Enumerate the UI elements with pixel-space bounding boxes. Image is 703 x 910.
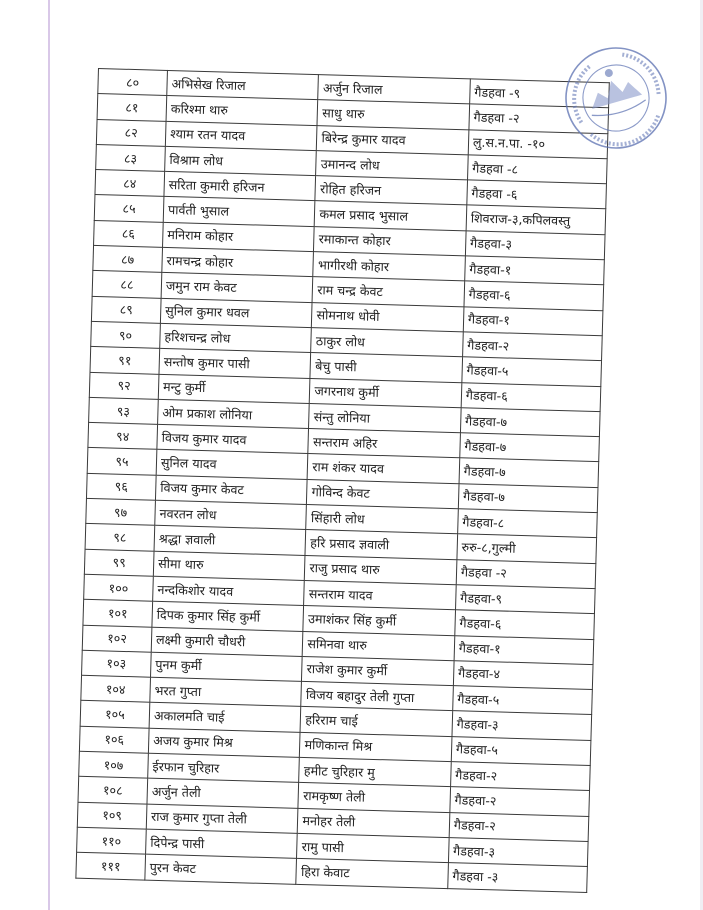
name-cell: ईरफान चुरिहार <box>148 753 300 783</box>
address-cell: शिवराज-३,कपिलवस्तु <box>466 205 606 234</box>
name-cell: भरत गुप्ता <box>150 677 302 707</box>
serial-number-cell: ९२ <box>89 372 159 399</box>
father-name-cell: रामु पासी <box>297 833 449 863</box>
serial-number-cell: ११० <box>77 827 147 854</box>
address-cell: गैडहवा -२ <box>456 559 596 588</box>
records-table <box>75 68 609 892</box>
father-name-cell: उमानन्द लोध <box>316 151 468 181</box>
serial-number-cell: ८० <box>98 69 168 96</box>
name-cell: लक्ष्मी कुमारी चौधरी <box>151 627 303 657</box>
name-cell: पुनम कुर्मी <box>151 652 303 682</box>
address-cell: गैडहवा-६ <box>461 382 601 411</box>
address-cell: गैडहवा-७ <box>458 483 598 512</box>
serial-number-cell: १०५ <box>80 701 150 728</box>
father-name-cell: बिरेन्द्र कुमार यादव <box>317 125 469 155</box>
address-cell: रुरु-८,गुल्मी <box>457 534 597 563</box>
serial-number-cell: ८९ <box>91 296 161 323</box>
name-cell: विजय कुमार यादव <box>157 424 309 454</box>
address-cell: गैडहवा-८ <box>458 509 598 538</box>
serial-number-cell: ९९ <box>84 549 154 576</box>
name-cell: सुनिल कुमार धवल <box>160 298 312 328</box>
father-name-cell: मनोहर तेली <box>298 808 450 838</box>
address-cell: गैडहवा-३ <box>452 711 592 740</box>
address-cell: गैडहवा-२ <box>462 332 602 361</box>
father-name-cell: राम शंकर यादव <box>308 454 460 484</box>
name-cell: सरिता कुमारी हरिजन <box>164 172 316 202</box>
name-cell: राज कुमार गुप्ता तेली <box>146 804 298 834</box>
father-name-cell: सन्तराम अहिर <box>308 429 460 459</box>
father-name-cell: राम चन्द्र केवट <box>312 277 464 307</box>
serial-number-cell: ९१ <box>90 347 160 374</box>
serial-number-cell: १०८ <box>78 777 148 804</box>
father-name-cell: राजु प्रसाद थारु <box>305 555 457 585</box>
address-cell: गैडहवा-२ <box>450 762 590 791</box>
serial-number-cell: ८२ <box>96 119 166 146</box>
name-cell: मनिराम कोहार <box>163 222 315 252</box>
serial-number-cell: ९६ <box>86 473 156 500</box>
page-margin-line <box>48 0 50 910</box>
name-cell: पुरन केवट <box>145 854 297 884</box>
father-name-cell: गोविन्द केवट <box>307 479 459 509</box>
serial-number-cell: १११ <box>76 852 146 879</box>
address-cell: गैडहवा -९ <box>470 79 610 108</box>
name-cell: अर्जुन तेली <box>147 778 299 808</box>
serial-number-cell: १०३ <box>82 650 152 677</box>
father-name-cell: जगरनाथ कुर्मी <box>310 378 462 408</box>
serial-number-cell: ९७ <box>86 498 156 525</box>
address-cell: गैडहवा-५ <box>462 357 602 386</box>
name-cell: सन्तोष कुमार पासी <box>159 349 311 379</box>
serial-number-cell: ९५ <box>87 448 157 475</box>
address-cell: गैडहवा-२ <box>450 787 590 816</box>
name-cell: विजय कुमार केवट <box>155 475 307 505</box>
serial-number-cell: १०२ <box>82 625 152 652</box>
address-cell: गैडहवा-५ <box>451 736 591 765</box>
address-cell: गैडहवा-१ <box>454 635 594 664</box>
address-cell: गैडहवा -२ <box>469 104 609 133</box>
address-cell: गैडहवा-७ <box>460 408 600 437</box>
serial-number-cell: ९० <box>91 321 161 348</box>
address-cell: गैडहवा-६ <box>455 610 595 639</box>
father-name-cell: सोमनाथ धोवी <box>312 302 464 332</box>
serial-number-cell: १०४ <box>81 675 151 702</box>
name-cell: श्याम रतन यादव <box>165 121 317 151</box>
father-name-cell: मणिकान्त मिश्र <box>300 732 452 762</box>
records-table-wrapper <box>75 68 609 892</box>
serial-number-cell: ९३ <box>89 397 159 424</box>
father-name-cell: ठाकुर लोध <box>311 328 463 358</box>
name-cell: जमुन राम केवट <box>161 273 313 303</box>
serial-number-cell: ८७ <box>93 246 163 273</box>
father-name-cell: हरिराम चाई <box>300 707 452 737</box>
serial-number-cell: १०१ <box>83 600 153 627</box>
father-name-cell: अर्जुन रिजाल <box>318 75 470 105</box>
father-name-cell: बेचु पासी <box>310 353 462 383</box>
name-cell: ओम प्रकाश लोनिया <box>158 399 310 429</box>
serial-number-cell: १०७ <box>79 751 149 778</box>
records-table-body <box>76 69 609 892</box>
address-cell: गैडहवा -६ <box>467 180 607 209</box>
serial-number-cell: ८६ <box>94 220 164 247</box>
serial-number-cell: ८१ <box>97 94 167 121</box>
name-cell: श्रद्धा ज्ञवाली <box>154 526 306 556</box>
father-name-cell: रमाकान्त कोहार <box>314 226 466 256</box>
father-name-cell: भागीरथी कोहार <box>313 252 465 282</box>
father-name-cell: सिंहारी लोध <box>306 505 458 535</box>
name-cell: नन्दकिशोर यादव <box>153 576 305 606</box>
father-name-cell: उमाशंकर सिंह कुर्मी <box>303 606 455 636</box>
serial-number-cell: ८५ <box>94 195 164 222</box>
father-name-cell: हमीट चुरिहार मु <box>299 757 451 787</box>
address-cell: गैडहवा-१ <box>465 256 605 285</box>
name-cell: रामचन्द्र कोहार <box>162 247 314 277</box>
serial-number-cell: १०९ <box>77 802 147 829</box>
father-name-cell: रामकृष्ण तेली <box>298 783 450 813</box>
name-cell: हरिशचन्द्र लोध <box>160 323 312 353</box>
serial-number-cell: ८८ <box>92 271 162 298</box>
father-name-cell: संन्तु लोनिया <box>309 403 461 433</box>
name-cell: अभिसेख रिजाल <box>167 70 319 100</box>
name-cell: अजय कुमार मिश्र <box>148 728 300 758</box>
address-cell: गैडहवा-१ <box>463 306 603 335</box>
father-name-cell: सन्तराम यादव <box>304 580 456 610</box>
name-cell: अकालमति चाई <box>149 703 301 733</box>
name-cell: सीमा थारु <box>153 551 305 581</box>
name-cell: पार्वती भुसाल <box>163 197 315 227</box>
name-cell: दिपक कुमार सिंह कुर्मी <box>152 601 304 631</box>
serial-number-cell: १०६ <box>79 726 149 753</box>
serial-number-cell: ८४ <box>95 170 165 197</box>
address-cell: गैडहवा-७ <box>460 433 600 462</box>
name-cell: करिश्मा थारु <box>166 96 318 126</box>
name-cell: सुनिल यादव <box>156 450 308 480</box>
serial-number-cell: १०० <box>84 574 154 601</box>
name-cell: दिपेन्द्र पासी <box>146 829 298 859</box>
address-cell: गैडहवा-६ <box>464 281 604 310</box>
father-name-cell: हिरा केवाट <box>296 859 448 889</box>
name-cell: विश्राम लोध <box>165 146 317 176</box>
father-name-cell: समिनवा थारु <box>303 631 455 661</box>
address-cell: गैडहवा-५ <box>453 686 593 715</box>
address-cell: गैडहवा -३ <box>448 863 588 892</box>
address-cell: गैडहवा-३ <box>465 231 605 260</box>
serial-number-cell: ८३ <box>96 144 166 171</box>
serial-number-cell: ९४ <box>88 423 158 450</box>
father-name-cell: रोहित हरिजन <box>315 176 467 206</box>
address-cell: गैडहवा-७ <box>459 458 599 487</box>
name-cell: नवरतन लोध <box>155 500 307 530</box>
address-cell: गैडहवा -८ <box>467 155 607 184</box>
address-cell: गैडहवा-३ <box>448 838 588 867</box>
father-name-cell: कमल प्रसाद भुसाल <box>315 201 467 231</box>
address-cell: गैडहवा-९ <box>455 585 595 614</box>
father-name-cell: हरि प्रसाद ज्ञवाली <box>305 530 457 560</box>
father-name-cell: विजय बहादुर तेली गुप्ता <box>301 682 453 712</box>
name-cell: मन्टु कुर्मी <box>158 374 310 404</box>
father-name-cell: साधु थारु <box>317 100 469 130</box>
address-cell: गैडहवा-४ <box>453 660 593 689</box>
father-name-cell: राजेश कुमार कुर्मी <box>302 656 454 686</box>
address-cell: गैडहवा-२ <box>449 812 589 841</box>
serial-number-cell: ९८ <box>85 524 155 551</box>
address-cell: लु.स.न.पा. -१० <box>468 129 608 158</box>
